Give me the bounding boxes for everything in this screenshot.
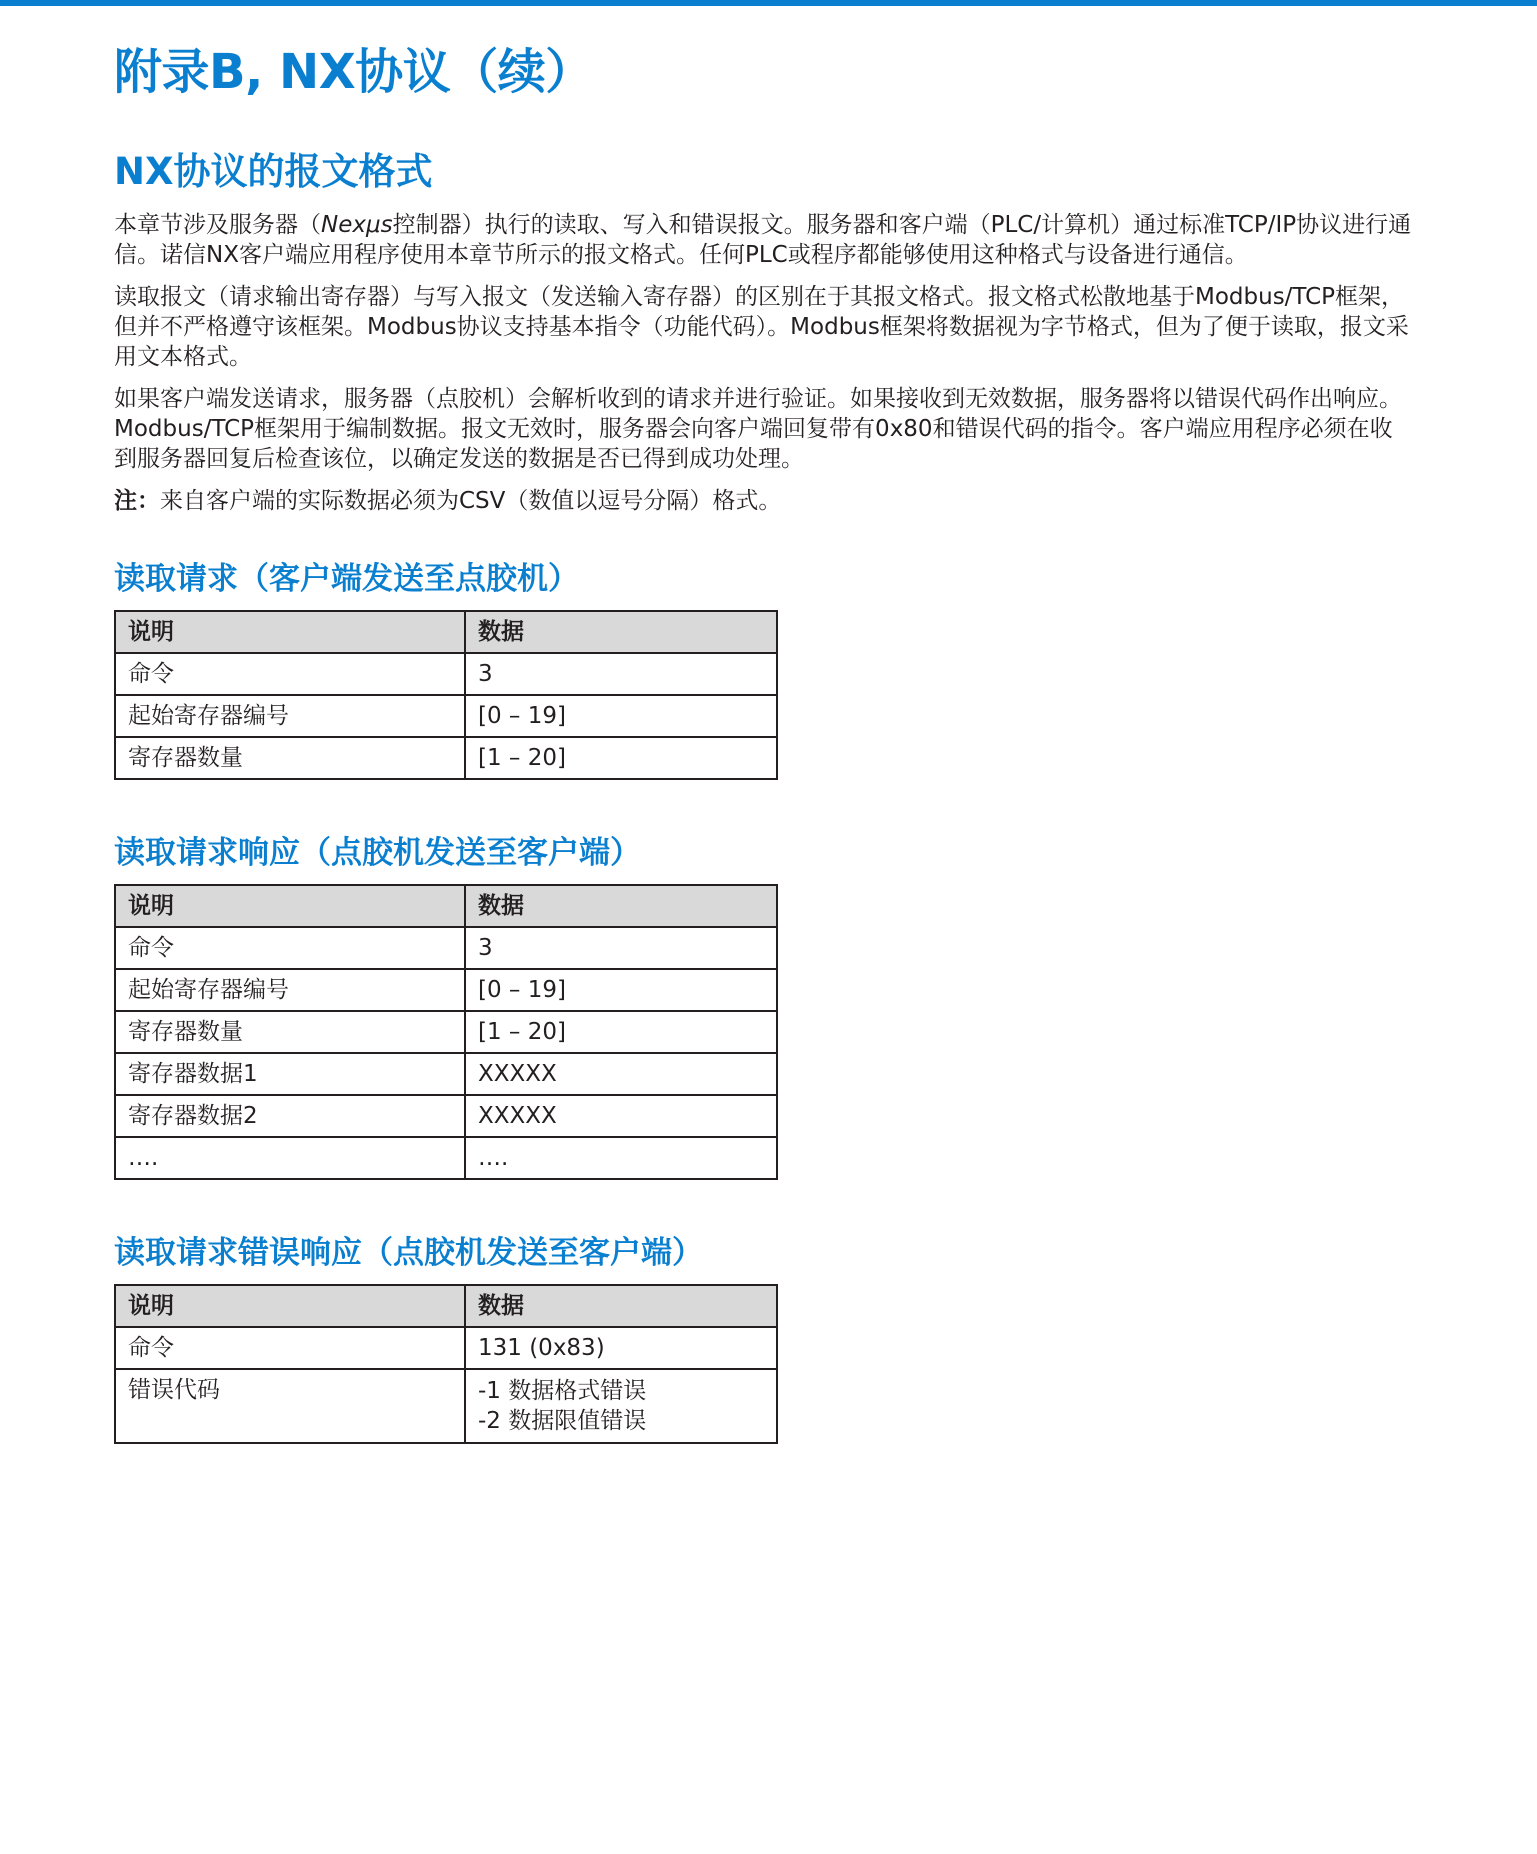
column-header: 数据: [465, 1285, 777, 1327]
table-cell: 寄存器数据2: [115, 1095, 465, 1137]
table-cell: XXXXX: [465, 1095, 777, 1137]
column-header: 数据: [465, 611, 777, 653]
note: [114, 486, 1414, 516]
table-row: [115, 653, 777, 695]
table-row: [115, 1095, 777, 1137]
table-cell: ….: [115, 1137, 465, 1179]
section-title: NX协议的报文格式: [114, 150, 433, 193]
read-response-table: [114, 884, 778, 1180]
table-cell: 命令: [115, 927, 465, 969]
page-title: 附录B, NX协议（续）: [114, 44, 593, 100]
table-cell: ….: [465, 1137, 777, 1179]
paragraph-intro-end: 控制器）执行的读取、写入和错误报文。服务器和客户端（PLC/计算机）通过标准TCP/IP协议进行通信。诺信NX客户端应用程序使用本章节所示的报文格式。任何PLC或程序都能够使用这种格式与设备进行通信。: [114, 212, 1412, 268]
table-header-row: [115, 611, 777, 653]
column-header: 数据: [465, 885, 777, 927]
table-block-read-response: [114, 832, 1414, 1180]
table-row: [115, 695, 777, 737]
read-error-table: [114, 1284, 778, 1444]
paragraph-format: 读取报文（请求输出寄存器）与写入报文（发送输入寄存器）的区别在于其报文格式。报文格式松散地基于Modbus/TCP框架，但并不严格遵守该框架。Modbus协议支持基本指令（功能代码）。Modbus框架将数据视为字节格式，但为了便于读取，报文采用文本格式。: [114, 284, 1409, 370]
table-cell: 3: [465, 653, 777, 695]
table-header-row: [115, 1285, 777, 1327]
table-row: [115, 969, 777, 1011]
table-block-read-request: [114, 558, 1414, 780]
table-row: [115, 1369, 777, 1443]
top-accent-rule: [0, 0, 1537, 6]
table-cell: 3: [465, 927, 777, 969]
table-row: [115, 1011, 777, 1053]
table-row: [115, 1327, 777, 1369]
table-cell: 错误代码: [115, 1369, 465, 1443]
column-header: 说明: [115, 1285, 465, 1327]
table-cell: [0 – 19]: [465, 969, 777, 1011]
table-header-row: [115, 885, 777, 927]
table-heading: 读取请求响应（点胶机发送至客户端）: [114, 835, 641, 871]
table-cell: 起始寄存器编号: [115, 969, 465, 1011]
table-row: [115, 737, 777, 779]
product-name: Nexμs: [321, 212, 393, 238]
table-cell: 命令: [115, 653, 465, 695]
column-header: 说明: [115, 611, 465, 653]
note-label: 注：: [114, 488, 160, 514]
paragraph-intro: [114, 210, 1414, 270]
table-cell: XXXXX: [465, 1053, 777, 1095]
table-cell: -1 数据格式错误 -2 数据限值错误: [465, 1369, 777, 1443]
paragraph-validation: 如果客户端发送请求，服务器（点胶机）会解析收到的请求并进行验证。如果接收到无效数据，服务器将以错误代码作出响应。Modbus/TCP框架用于编制数据。报文无效时，服务器会向客户端回复带有0x80和错误代码的指令。客户端应用程序必须在收到服务器回复后检查该位，以确定发送的数据是否已得到成功处理。: [114, 386, 1402, 472]
table-block-read-error: [114, 1232, 1414, 1444]
paragraph-intro-start: 本章节涉及服务器（: [114, 212, 321, 238]
table-cell: 起始寄存器编号: [115, 695, 465, 737]
table-cell: 寄存器数据1: [115, 1053, 465, 1095]
table-cell: 寄存器数量: [115, 1011, 465, 1053]
table-row: [115, 1137, 777, 1179]
table-cell: 131 (0x83): [465, 1327, 777, 1369]
table-cell: [0 – 19]: [465, 695, 777, 737]
column-header: 说明: [115, 885, 465, 927]
page-content: [114, 40, 1414, 1444]
table-heading: 读取请求（客户端发送至点胶机）: [114, 561, 579, 597]
table-cell: 寄存器数量: [115, 737, 465, 779]
table-heading: 读取请求错误响应（点胶机发送至客户端）: [114, 1235, 703, 1271]
table-cell: 命令: [115, 1327, 465, 1369]
read-request-table: [114, 610, 778, 780]
table-row: [115, 927, 777, 969]
table-cell: [1 – 20]: [465, 1011, 777, 1053]
table-cell: [1 – 20]: [465, 737, 777, 779]
note-text: 来自客户端的实际数据必须为CSV（数值以逗号分隔）格式。: [160, 488, 782, 514]
table-row: [115, 1053, 777, 1095]
